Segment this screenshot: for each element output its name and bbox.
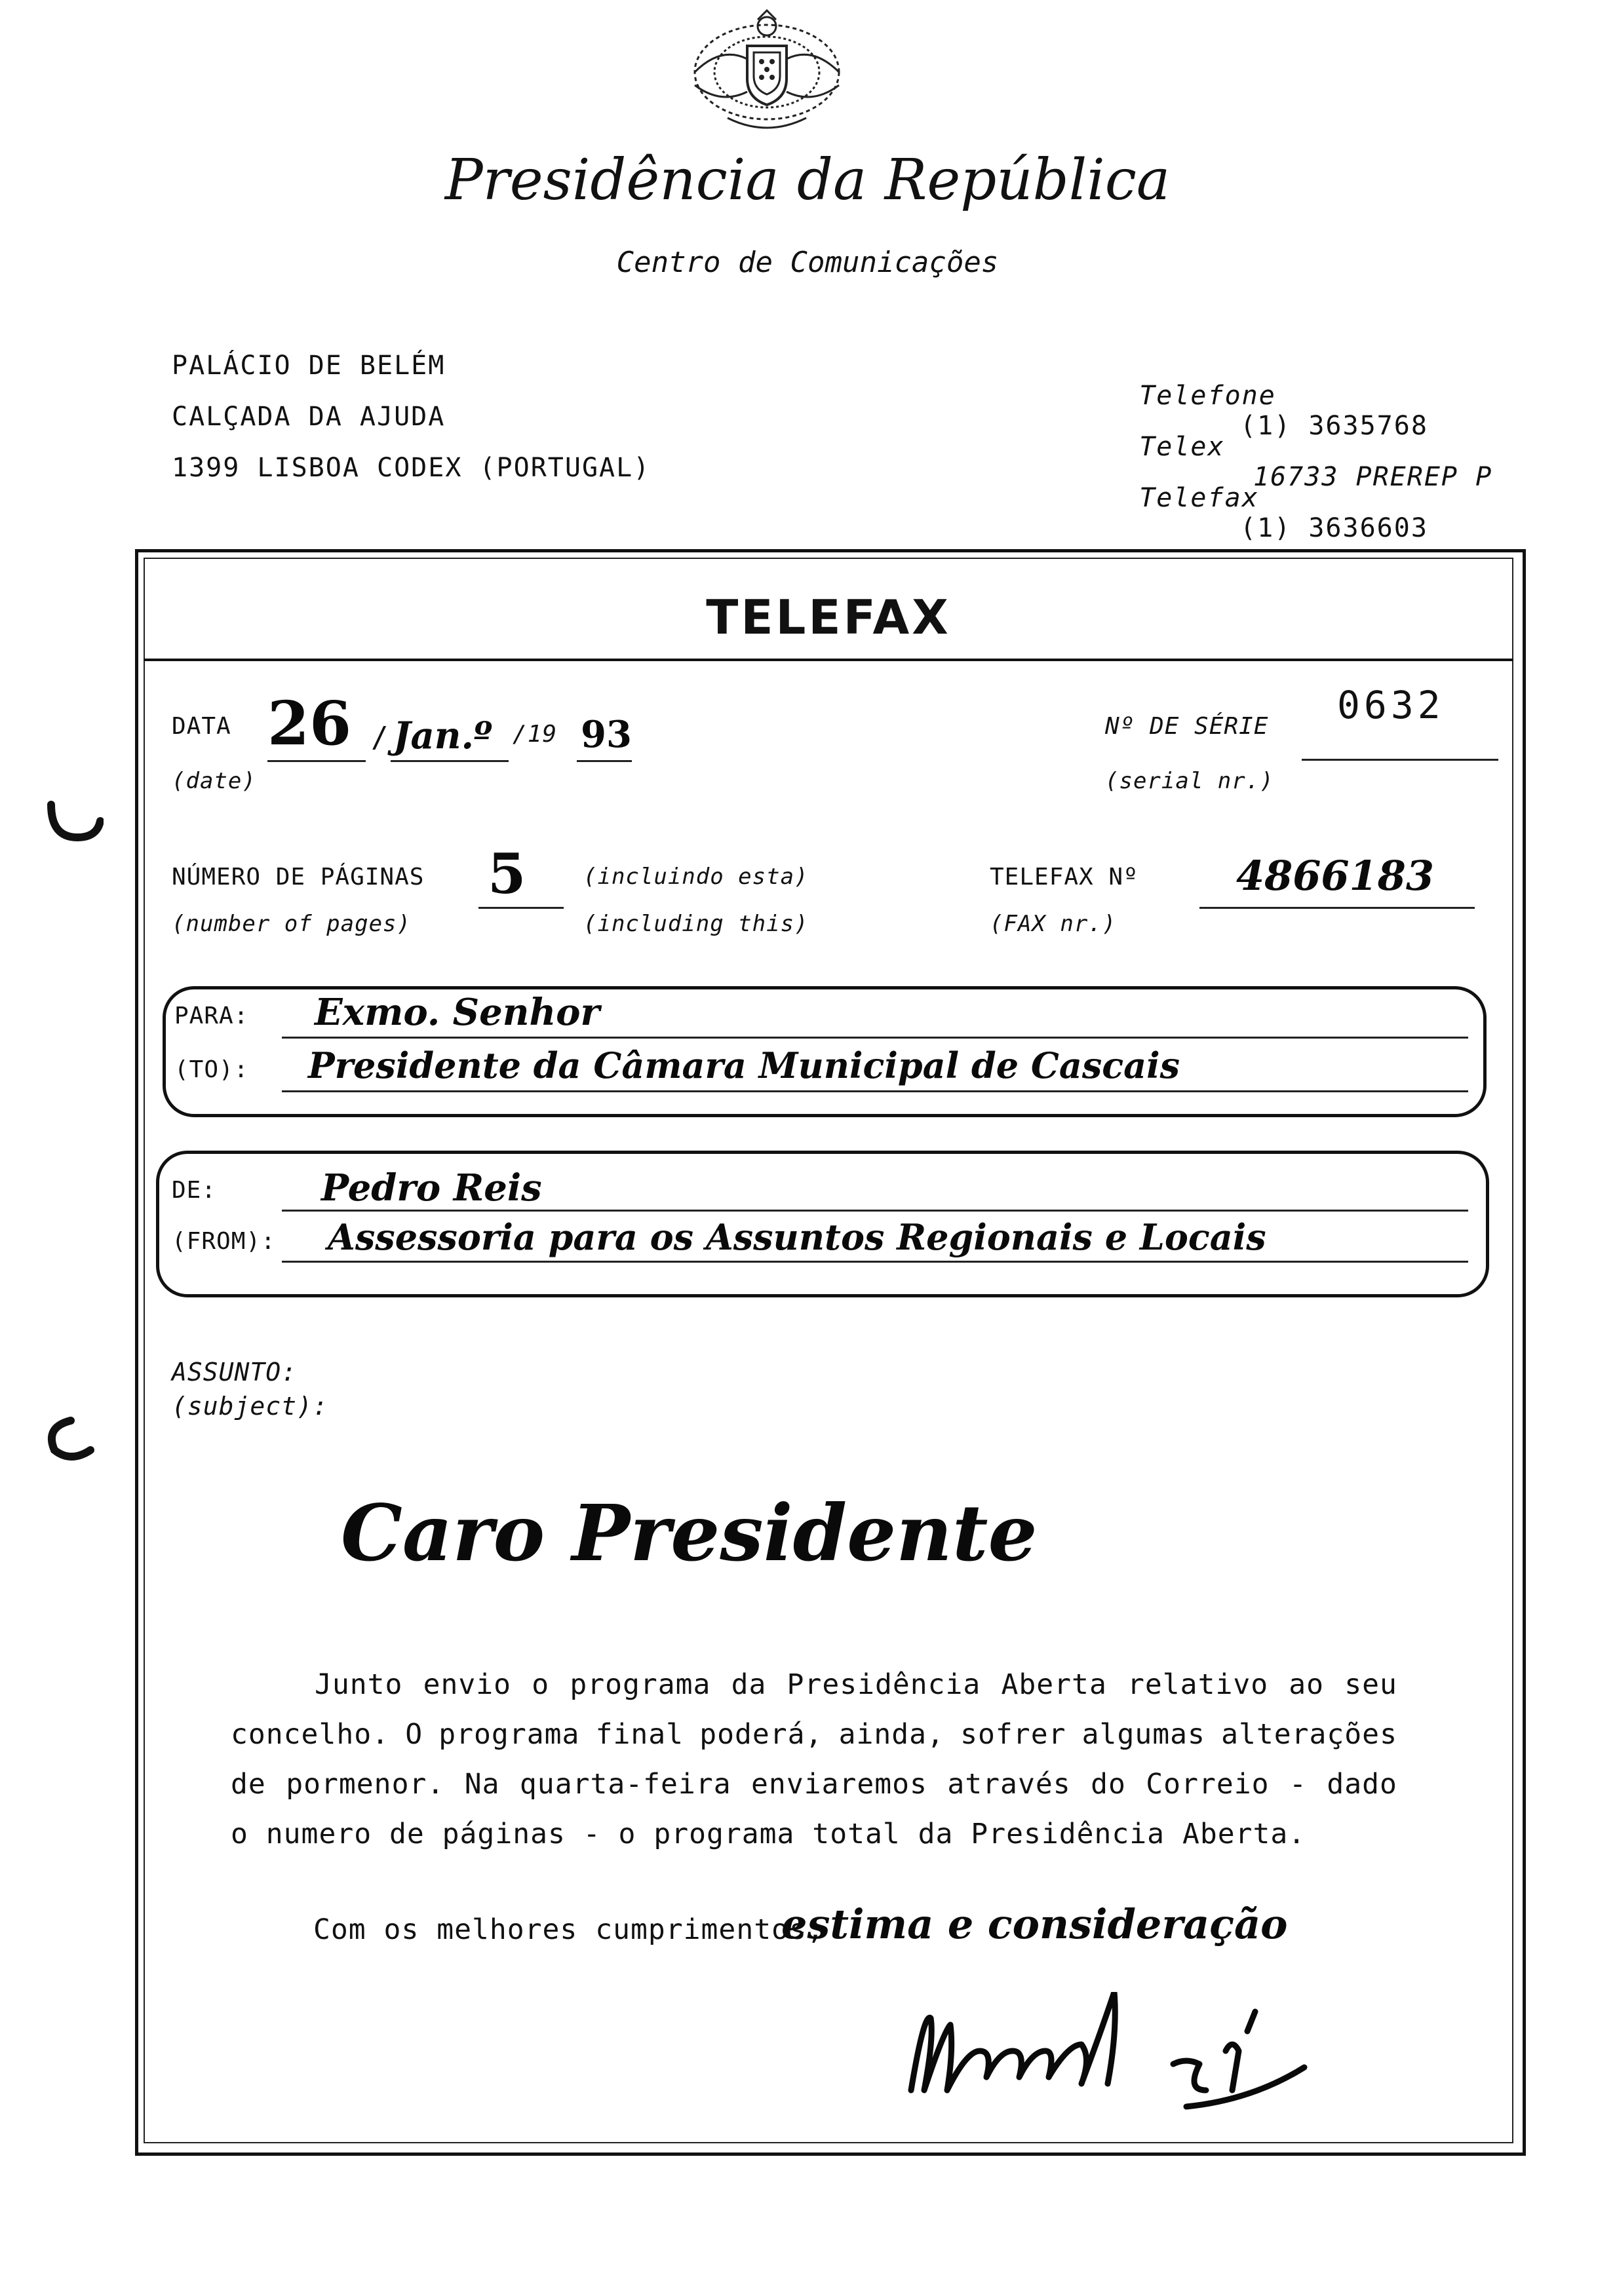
date-sublabel: (date) <box>172 768 256 794</box>
pages-label: NÚMERO DE PÁGINAS <box>172 864 425 890</box>
serial-value: 0632 <box>1337 683 1445 727</box>
body-line-2: concelho. O programa final poderá, ainda, sofrer algumas alterações <box>231 1718 1397 1751</box>
to-line-1: Exmo. Senhor <box>315 991 600 1034</box>
date-day-line <box>267 760 366 762</box>
from-line-2: Assessoria para os Assuntos Regionais e Locais <box>328 1216 1266 1258</box>
serial-sublabel: (serial nr.) <box>1105 768 1274 794</box>
closing-handwritten: estima e consideração <box>781 1900 1288 1948</box>
punch-hole-mark-icon <box>45 1415 104 1461</box>
to-rule-1 <box>282 1037 1468 1039</box>
body-line-4: o numero de páginas - o programa total da Presidência Aberta. <box>231 1818 1306 1850</box>
including-sublabel: (including this) <box>583 911 809 937</box>
salutation: Caro Presidente <box>341 1487 1038 1578</box>
title-divider <box>144 659 1513 661</box>
pages-value: 5 <box>488 841 526 906</box>
serial-label: Nº DE SÉRIE <box>1105 713 1269 740</box>
pages-line <box>478 907 564 909</box>
contact-telex-value: 16733 PREREP P <box>1253 462 1493 492</box>
fax-line <box>1199 907 1475 909</box>
contact-phone-label: Telefone <box>1139 381 1276 411</box>
date-month-value: Jan.º <box>393 714 492 757</box>
date-day-value: 26 <box>267 688 352 759</box>
punch-hole-mark-icon <box>45 798 104 844</box>
body-line-3: de pormenor. Na quarta-feira enviaremos através do Correio - dado <box>231 1768 1397 1801</box>
contact-telefax-value: (1) 3636603 <box>1240 513 1428 543</box>
from-rule-2 <box>282 1261 1468 1263</box>
date-month-line <box>391 760 509 762</box>
form-title: TELEFAX <box>706 590 951 645</box>
department-name: Centro de Comunicações <box>616 246 999 279</box>
contact-telefax-label: Telefax <box>1139 483 1259 513</box>
fax-sublabel: (FAX nr.) <box>990 911 1117 937</box>
contact-telex-label: Telex <box>1139 432 1225 462</box>
closing-text: Com os melhores cumprimentos, <box>313 1913 825 1946</box>
date-year-prefix: 19 <box>527 721 558 748</box>
address-line-3: 1399 LISBOA CODEX (PORTUGAL) <box>172 453 651 483</box>
institution-name: Presidência da República <box>444 147 1171 213</box>
date-label: DATA <box>172 713 231 740</box>
to-sublabel: (TO): <box>174 1056 249 1083</box>
subject-label: ASSUNTO: <box>172 1358 298 1387</box>
from-rule-1 <box>282 1210 1468 1212</box>
fax-label: TELEFAX Nº <box>990 864 1138 890</box>
contact-phone-value: (1) 3635768 <box>1240 411 1428 441</box>
subject-sublabel: (subject): <box>172 1392 328 1421</box>
date-year-value: 93 <box>581 713 632 756</box>
to-label: PARA: <box>174 1003 249 1029</box>
coat-of-arms-icon <box>682 7 852 138</box>
address-line-2: CALÇADA DA AJUDA <box>172 402 446 432</box>
to-rule-2 <box>282 1090 1468 1092</box>
fax-value: 4866183 <box>1236 852 1434 900</box>
including-label: (incluindo esta) <box>583 864 809 890</box>
body-line-1: Junto envio o programa da Presidência Aberta relativo ao seu <box>315 1668 1397 1701</box>
from-sublabel: (FROM): <box>172 1228 276 1255</box>
signature-icon <box>898 1992 1344 2123</box>
to-line-2: Presidente da Câmara Municipal de Cascais <box>308 1044 1180 1086</box>
serial-line <box>1302 759 1498 761</box>
from-label: DE: <box>172 1177 217 1204</box>
address-line-1: PALÁCIO DE BELÉM <box>172 351 446 381</box>
date-year-line <box>577 760 632 762</box>
from-line-1: Pedro Reis <box>321 1166 542 1210</box>
pages-sublabel: (number of pages) <box>172 911 411 937</box>
